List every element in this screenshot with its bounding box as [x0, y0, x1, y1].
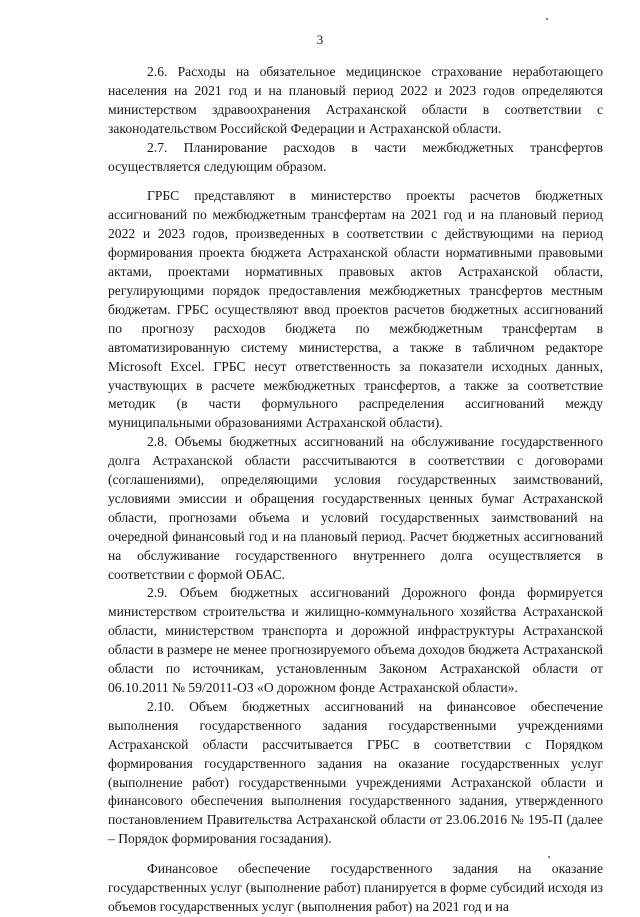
scan-speck [546, 18, 548, 20]
paragraph-2-6: 2.6. Расходы на обязательное медицинское страхование неработающего населения на 2021 год и на плановый период 2022 и 2023 годов определяются министерством здравоохранения Астраханской области в соответствии с законодательством Российской Федерации и Астраханской области. [108, 64, 603, 136]
paragraph-2-9: 2.9. Объем бюджетных ассигнований Дорожного фонда формируется министерством строительства и жилищно-коммунального хозяйства Астраханской области, министерством транспорта и дорожной инфраструктуры Астраханской области в размере не менее прогнозируемого объема доходов бюджета Астраханской области по источникам, установленным Законом Астраханской области от 06.10.2011 № 59/2011-ОЗ «О дорожном фонде Астраханской области». [108, 585, 603, 695]
paragraph-2-10: 2.10. Объем бюджетных ассигнований на финансовое обеспечение выполнения государственного задания государственными учреждениями Астраханской области рассчитывается ГРБС в соответствии с Порядком формирования государственного задания на оказание государственных услуг (выполнение работ) государственными учреждениями Астраханской области и финансового обеспечения выполнения государственного задания, утвержденного постановлением Правительства Астраханской области от 23.06.2016 № 195-П (далее – Порядок формирования госзадания). [108, 698, 603, 847]
paragraph-2-7-grbs: ГРБС представляют в министерство проекты расчетов бюджетных ассигнований по межбюджетным трансфертам на 2021 год и на плановый период 2022 и 2023 годов, произведенных в соответствии с действующими на период формирования проекта бюджета Астраханской области нормативными правовыми актами, проектами нормативных правовых актов Астраханской области, регулирующими порядок предоставления межбюджетных трансфертов местным бюджетам. ГРБС осуществляют ввод проектов расчетов бюджетных ассигнований по прогнозу расходов бюджета по межбюджетным трансфертам в автоматизированную систему министерства, а также в табличном редакторе Microsoft Excel. ГРБС несут ответственность за показатели исходных данных, участвующих в расчете межбюджетных трансфертов, а также за соответствие методик (в части формульного распределения ассигнований между муниципальными образованиями Астраханской области). [108, 188, 603, 431]
paragraph-2-7: 2.7. Планирование расходов в части межбюджетных трансфертов осуществляется следующим образом. [108, 139, 603, 174]
paragraph-2-8: 2.8. Объемы бюджетных ассигнований на обслуживание государственного долга Астраханской области рассчитываются в соответствии с договорами (соглашениями), определяющими условия государственных заимствований, условиями эмиссии и обращения государственных ценных бумаг Астраханской области, прогнозами объема и условий государственных заимствований на очередной финансовый год и на плановый период. Расчет бюджетных ассигнований на обслуживание государственного внутреннего долга осуществляется в соответствии с формой ОБАС. [108, 434, 603, 582]
document-body [108, 63, 603, 917]
page-number: 3 [316, 32, 324, 47]
scan-speck [548, 856, 550, 858]
paragraph-2-10-financing: Финансовое обеспечение государственного задания на оказание государственных услуг (выполнение работ) планируется в форме субсидий исходя из объемов государственных услуг (выполнения работ) на 2021 год и на [108, 861, 603, 914]
